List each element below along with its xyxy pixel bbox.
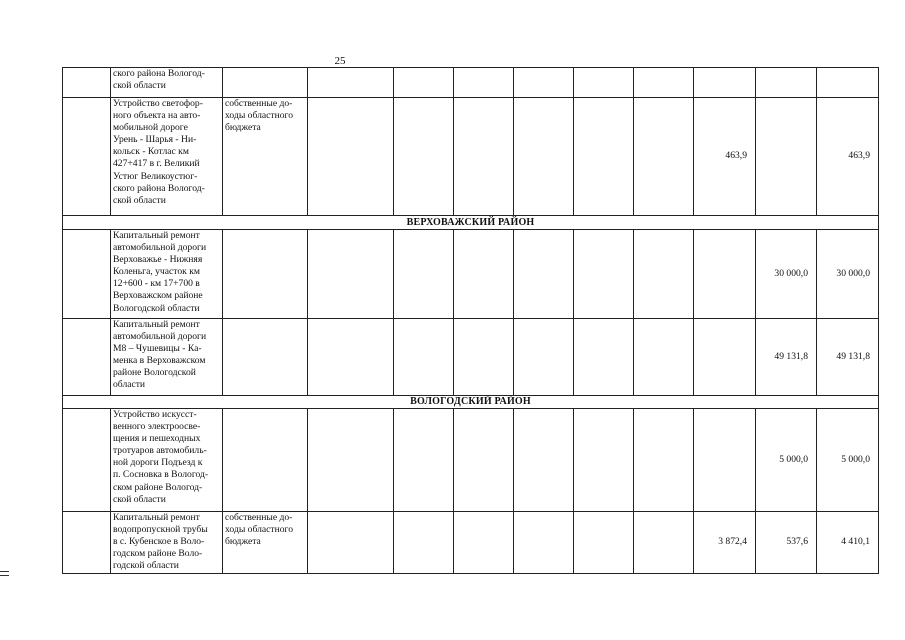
description-line: ской области <box>113 493 166 505</box>
empty-cell <box>394 98 454 216</box>
row-number-cell <box>63 230 111 319</box>
row-number-cell <box>63 319 111 396</box>
funding-source-cell <box>223 319 308 396</box>
empty-cell <box>574 230 634 319</box>
description-line: М8 – Чушевицы - Ка- <box>113 343 202 355</box>
description-line: тротуаров автомобиль- <box>113 445 207 457</box>
table-row <box>63 68 879 98</box>
description-cell <box>111 68 223 98</box>
table-row <box>63 512 879 574</box>
amount-cell: 3 872,4 <box>694 512 756 574</box>
description-line: ской области <box>113 194 166 206</box>
description-line: ской области <box>113 80 166 92</box>
budget-table <box>62 67 879 574</box>
row-number-cell <box>63 409 111 512</box>
empty-cell <box>308 319 394 396</box>
empty-cell <box>308 68 394 98</box>
source-line: собственные до- <box>225 98 293 109</box>
empty-cell <box>394 512 454 574</box>
amount-cell: 49 131,8 <box>756 319 817 396</box>
empty-cell <box>308 409 394 512</box>
table-row <box>63 230 879 319</box>
amount-cell: 463,9 <box>694 98 756 216</box>
description-line: ной дороги Подъезд к <box>113 457 203 469</box>
section-title: ВОЛОГОДСКИЙ РАЙОН <box>63 396 879 409</box>
description-line: кольск - Котлас км <box>113 146 189 158</box>
description-line: Вологодской области <box>113 302 200 314</box>
empty-cell <box>394 230 454 319</box>
description-cell <box>111 230 223 319</box>
empty-cell <box>574 98 634 216</box>
edge-mark <box>0 571 9 576</box>
description-line: ском районе Вологод- <box>113 481 203 493</box>
description-line: венного электроосве- <box>113 421 201 433</box>
description-cell <box>111 98 223 216</box>
source-line: ходы областного <box>225 524 294 536</box>
funding-source-cell <box>223 98 308 216</box>
description-line: Устюг Великоустюг- <box>113 170 198 182</box>
page-number: 25 <box>334 55 346 67</box>
empty-cell <box>454 512 514 574</box>
empty-cell <box>634 512 694 574</box>
empty-cell <box>454 319 514 396</box>
section-row <box>63 216 879 230</box>
empty-cell <box>394 409 454 512</box>
description-cell <box>111 409 223 512</box>
description-line: менка в Верховажском <box>113 355 206 367</box>
empty-cell <box>308 98 394 216</box>
amount-cell <box>756 68 817 98</box>
empty-cell <box>394 319 454 396</box>
amount-cell: 537,6 <box>756 512 817 574</box>
funding-source-cell <box>223 512 308 574</box>
amount-cell <box>694 319 756 396</box>
amount-cell: 30 000,0 <box>756 230 817 319</box>
empty-cell <box>574 409 634 512</box>
description-line: Урень - Шарья - Ни- <box>113 134 197 146</box>
description-line: годском районе Воло- <box>113 548 203 560</box>
amount-cell: 30 000,0 <box>817 230 879 319</box>
empty-cell <box>514 319 574 396</box>
empty-cell <box>514 409 574 512</box>
description-line: Устройство светофор- <box>113 98 203 109</box>
empty-cell <box>634 230 694 319</box>
empty-cell <box>634 319 694 396</box>
empty-cell <box>394 68 454 98</box>
empty-cell <box>454 68 514 98</box>
source-line: бюджета <box>225 122 261 134</box>
description-line: Капитальный ремонт <box>113 319 200 330</box>
empty-cell <box>454 409 514 512</box>
table-row <box>63 319 879 396</box>
amount-cell <box>756 98 817 216</box>
description-line: Верховажье - Нижняя <box>113 254 203 266</box>
empty-cell <box>308 230 394 319</box>
empty-cell <box>574 319 634 396</box>
empty-cell <box>514 68 574 98</box>
amount-cell: 49 131,8 <box>817 319 879 396</box>
empty-cell <box>634 68 694 98</box>
description-line: ского района Вологод- <box>113 68 205 79</box>
empty-cell <box>574 68 634 98</box>
empty-cell <box>514 512 574 574</box>
empty-cell <box>454 98 514 216</box>
description-line: области <box>113 379 146 391</box>
description-line: автомобильной дороги <box>113 242 207 254</box>
description-line: Капитальный ремонт <box>113 230 200 241</box>
description-line: Коленьга, участок км <box>113 266 200 278</box>
empty-cell <box>574 512 634 574</box>
section-row <box>63 396 879 409</box>
table-row <box>63 409 879 512</box>
description-line: щения и пешеходных <box>113 433 201 445</box>
description-cell <box>111 319 223 396</box>
amount-cell <box>694 230 756 319</box>
source-line: ходы областного <box>225 110 294 122</box>
description-line: Устройство искусст- <box>113 409 197 420</box>
description-line: 12+600 - км 17+700 в <box>113 278 200 290</box>
funding-source-cell <box>223 409 308 512</box>
funding-source-cell <box>223 230 308 319</box>
amount-cell <box>817 68 879 98</box>
description-line: Капитальный ремонт <box>113 512 200 523</box>
row-number-cell <box>63 512 111 574</box>
empty-cell <box>514 98 574 216</box>
source-line: собственные до- <box>225 512 293 523</box>
amount-cell <box>694 409 756 512</box>
amount-cell: 5 000,0 <box>756 409 817 512</box>
empty-cell <box>308 512 394 574</box>
source-line: бюджета <box>225 536 261 548</box>
description-line: 427+417 в г. Великий <box>113 158 200 170</box>
description-line: водопропускной трубы <box>113 524 208 536</box>
empty-cell <box>514 230 574 319</box>
description-line: п. Сосновка в Вологод- <box>113 469 209 481</box>
description-line: мобильной дороге <box>113 122 188 134</box>
amount-cell: 4 410,1 <box>817 512 879 574</box>
description-line: автомобильной дороги <box>113 331 207 343</box>
row-number-cell <box>63 98 111 216</box>
table-row <box>63 98 879 216</box>
description-line: в с. Кубенское в Воло- <box>113 536 205 548</box>
description-line: ского района Вологод- <box>113 182 205 194</box>
description-line: районе Вологодской <box>113 367 196 379</box>
empty-cell <box>634 98 694 216</box>
description-cell <box>111 512 223 574</box>
empty-cell <box>634 409 694 512</box>
funding-source-cell <box>223 68 308 98</box>
amount-cell <box>694 68 756 98</box>
table-body <box>63 68 879 574</box>
amount-cell: 5 000,0 <box>817 409 879 512</box>
amount-cell: 463,9 <box>817 98 879 216</box>
description-line: ного объекта на авто- <box>113 110 201 122</box>
section-title: ВЕРХОВАЖСКИЙ РАЙОН <box>63 216 879 230</box>
description-line: Верховажском районе <box>113 290 203 302</box>
description-line: годской области <box>113 560 179 572</box>
empty-cell <box>454 230 514 319</box>
row-number-cell <box>63 68 111 98</box>
